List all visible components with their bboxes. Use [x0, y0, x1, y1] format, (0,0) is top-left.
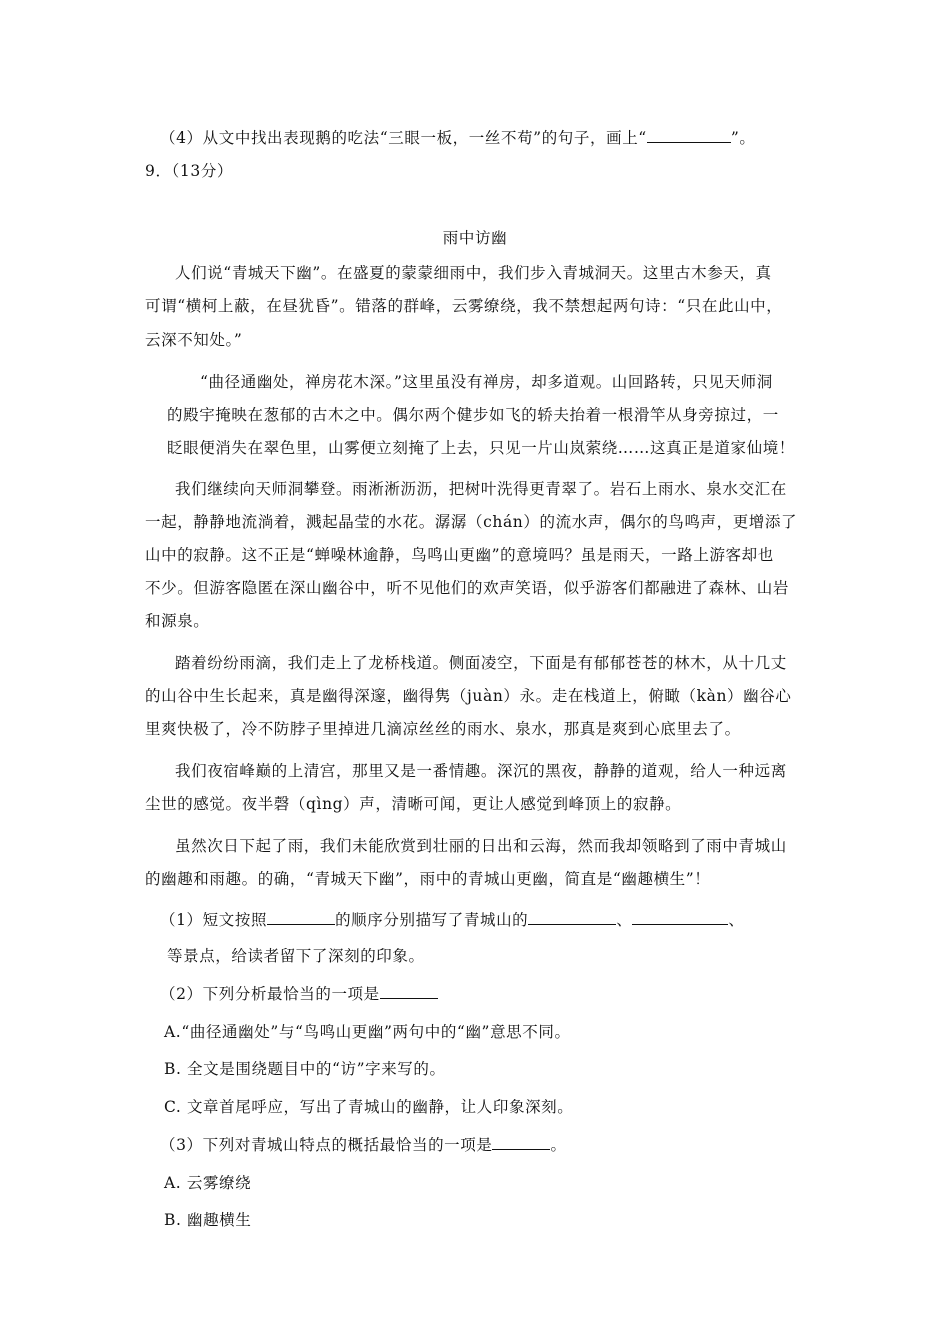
passage-line: 尘世的感觉。夜半磬（qìng）声，清晰可闻，更让人感觉到峰顶上的寂静。	[145, 795, 682, 813]
passage-line: 可谓“横柯上蔽，在昼犹昏”。错落的群峰，云雾缭绕，我不禁想起两句诗：“只在此山中，	[145, 297, 783, 315]
answer-blank[interactable]	[492, 1135, 550, 1150]
passage-line: 我们继续向天师洞攀登。雨淅淅沥沥，把树叶洗得更青翠了。岩石上雨水、泉水交汇在	[175, 480, 787, 498]
passage-line: 人们说“青城天下幽”。在盛夏的蒙蒙细雨中，我们步入青城洞天。这里古木参天，真	[175, 264, 772, 282]
passage-line: 我们夜宿峰巅的上清宫，那里又是一番情趣。深沉的黑夜，静静的道观，给人一种远离	[175, 762, 787, 780]
option-b: B. 全文是围绕题目中的“访”字来写的。	[164, 1060, 446, 1078]
option-c: C. 文章首尾呼应，写出了青城山的幽静，让人印象深刻。	[164, 1098, 574, 1116]
question-text: 、	[728, 911, 745, 929]
question-1-cont: 等景点，给读者留下了深刻的印象。	[167, 947, 425, 965]
answer-blank[interactable]	[632, 910, 728, 925]
passage-line: 踏着纷纷雨滴，我们走上了龙桥栈道。侧面凌空，下面是有郁郁苍苍的林木，从十几丈	[175, 654, 787, 672]
question-1	[160, 910, 744, 930]
question-9-header: 9．（13分）	[145, 162, 234, 180]
passage-line: “曲径通幽处，禅房花木深。”这里虽没有禅房，却多道观。山回路转，只见天师洞	[200, 373, 773, 391]
passage-line: 里爽快极了，冷不防脖子里掉进几滴凉丝丝的雨水、泉水，那真是爽到心底里去了。	[145, 720, 741, 738]
answer-blank[interactable]	[267, 910, 335, 925]
question-2	[160, 984, 438, 1004]
option-b: B. 幽趣横生	[164, 1211, 252, 1229]
answer-blank[interactable]	[528, 910, 616, 925]
question-8-4	[160, 128, 755, 148]
question-text: 、	[616, 911, 633, 929]
passage-line: 云深不知处。”	[145, 331, 243, 349]
answer-blank[interactable]	[380, 984, 438, 999]
passage-line: 虽然次日下起了雨，我们未能欣赏到壮丽的日出和云海，然而我却领略到了雨中青城山	[175, 837, 787, 855]
passage-line: 一起，静静地流淌着，溅起晶莹的水花。潺潺（chán）的流水声，偶尔的鸟鸣声，更增添了	[145, 513, 798, 531]
question-text: 的顺序分别描写了青城山的	[335, 911, 529, 929]
passage-line: 的山谷中生长起来，真是幽得深邃，幽得隽（juàn）永。走在栈道上，俯瞰（kàn）幽谷心	[145, 687, 792, 705]
question-text: （4）从文中找出表现鹅的吃法“三眼一板，一丝不苟”的句子，画上“	[160, 129, 647, 147]
passage-line: 不少。但游客隐匿在深山幽谷中，听不见他们的欢声笑语，似乎游客们都融进了森林、山岩	[145, 579, 790, 597]
option-a: A. 云雾缭绕	[164, 1174, 252, 1192]
option-a: A.“曲径通幽处”与“鸟鸣山更幽”两句中的“幽”意思不同。	[164, 1023, 571, 1041]
passage-line: 眨眼便消失在翠色里，山雾便立刻掩了上去，只见一片山岚萦绕……这真正是道家仙境！	[167, 439, 795, 457]
question-text: （2）下列分析最恰当的一项是	[160, 985, 380, 1003]
answer-blank[interactable]	[647, 128, 731, 143]
question-text: （1）短文按照	[160, 911, 268, 929]
passage-line: 和源泉。	[145, 612, 210, 630]
passage-line: 山中的寂静。这不正是“蝉噪林逾静，鸟鸣山更幽”的意境吗？虽是雨天，一路上游客却也	[145, 546, 774, 564]
question-text-end: ”。	[730, 129, 756, 147]
question-text: （3）下列对青城山特点的概括最恰当的一项是	[160, 1136, 493, 1154]
passage-line: 的殿宇掩映在葱郁的古木之中。偶尔两个健步如飞的轿夫抬着一根滑竿从身旁掠过，一	[167, 406, 779, 424]
question-3	[160, 1135, 567, 1155]
passage-title: 雨中访幽	[442, 229, 508, 247]
question-text-end: 。	[550, 1136, 567, 1154]
passage-line: 的幽趣和雨趣。的确，“青城天下幽”，雨中的青城山更幽，简直是“幽趣横生”！	[145, 870, 711, 888]
